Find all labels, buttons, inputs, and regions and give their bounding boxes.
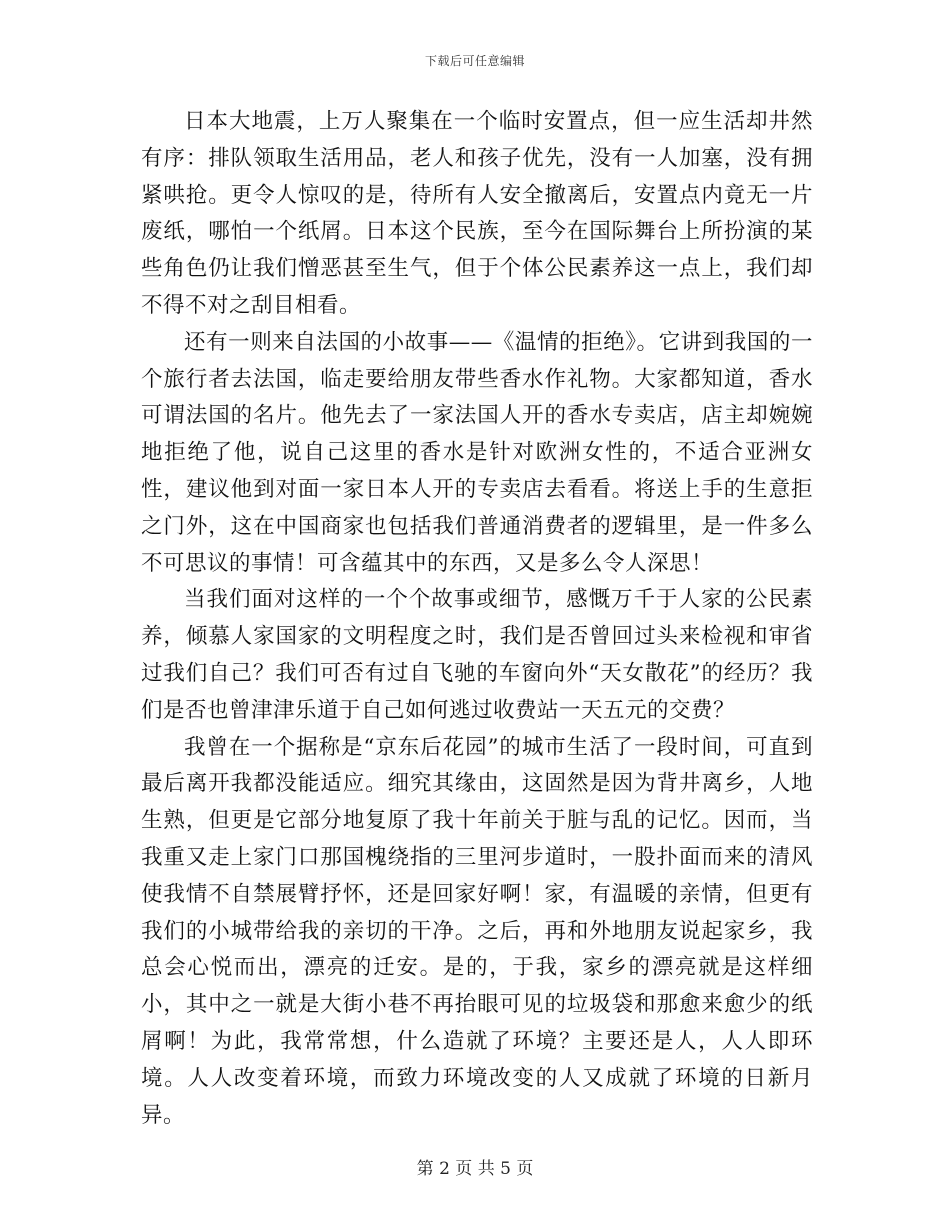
paragraph-self-reflection: 当我们面对这样的一个个故事或细节，感慨万千于人家的公民素养，倾慕人家国家的文明程度之时，我们是否曾回过头来检视和审省过我们自己？我们可否有过自飞驰的车窗向外“天女散花”的经历？我们是否也曾津津乐道于自己如何逃过收费站一天五元的交费？ xyxy=(141,587,813,723)
page-number: 第 2 页 共 5 页 xyxy=(416,1159,534,1179)
page-header: 下载后可任意编辑 xyxy=(424,54,525,68)
paragraph-france-story: 还有一则来自法国的小故事——《温情的拒绝》。它讲到我国的一个旅行者去法国，临走要给朋友带些香水作礼物。大家都知道，香水可谓法国的名片。他先去了一家法国人开的香水专卖店，店主却婉婉地拒绝了他，说自己这里的香水是针对欧洲女性的，不适合亚洲女性，建议他到对面一家日本人开的专卖店去看看。将送上手的生意拒之门外，这在中国商家也包括我们普通消费者的逻辑里，是一件多么不可思议的事情！可含蕴其中的东西，又是多么令人深思！ xyxy=(141,329,813,576)
document-body xyxy=(141,104,813,1134)
paragraph-hometown: 我曾在一个据称是“京东后花园”的城市生活了一段时间，可直到最后离开我都没能适应。细究其缘由，这固然是因为背井离乡，人地生熟，但更是它部分地复原了我十年前关于脏与乱的记忆。因而，当我重又走上家门口那国槐绕指的三里河步道时，一股扑面而来的清风使我情不自禁展臂抒怀，还是回家好啊！家，有温暖的亲情，但更有我们的小城带给我的亲切的干净。之后，再和外地朋友说起家乡，我总会心悦而出，漂亮的迁安。是的，于我，家乡的漂亮就是这样细小，其中之一就是大街小巷不再抬眼可见的垃圾袋和那愈来愈少的纸屑啊！为此，我常常想，什么造就了环境？主要还是人，人人即环境。人人改变着环境，而致力环境改变的人又成就了环境的日新月异。 xyxy=(141,734,813,1128)
paragraph-japan-earthquake: 日本大地震，上万人聚集在一个临时安置点，但一应生活却井然有序：排队领取生活用品，老人和孩子优先，没有一人加塞，没有拥紧哄抢。更令人惊叹的是，待所有人安全撤离后，安置点内竟无一片废纸，哪怕一个纸屑。日本这个民族，至今在国际舞台上所扮演的某些角色仍让我们憎恶甚至生气，但于个体公民素养这一点上，我们却不得不对之刮目相看。 xyxy=(141,109,813,318)
